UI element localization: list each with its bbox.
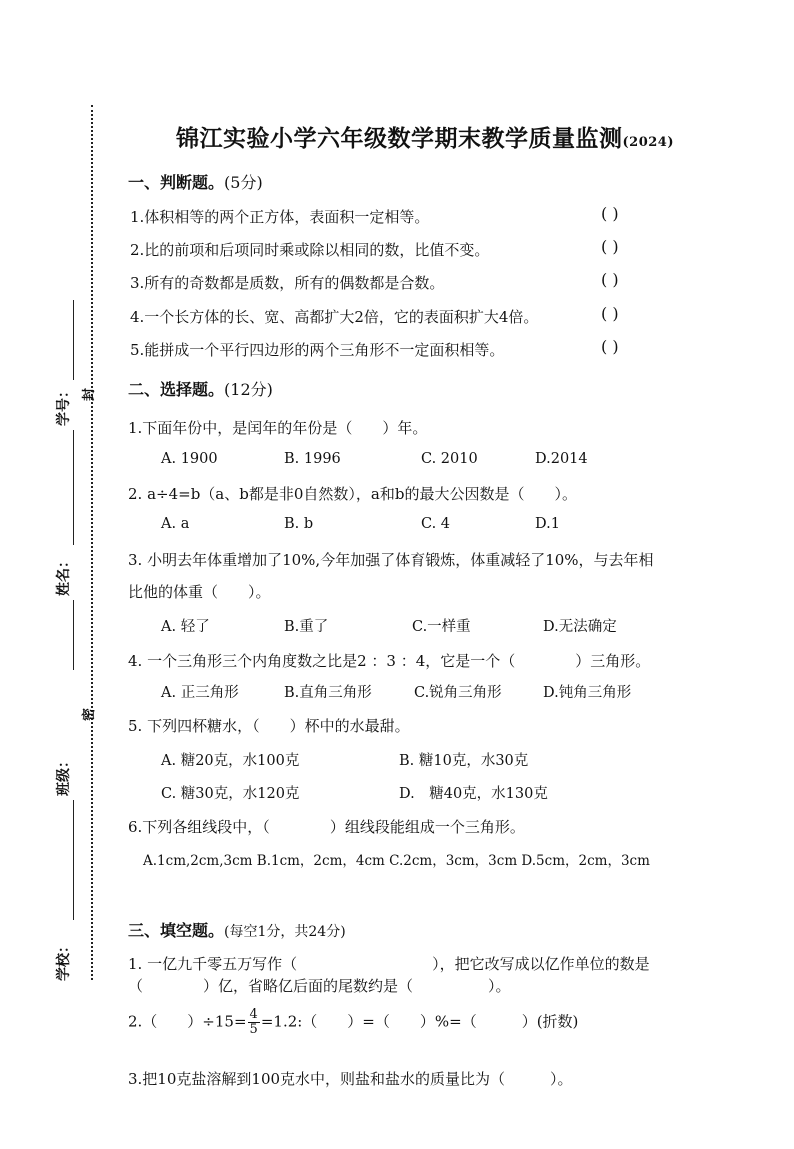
school-label: 学校： (56, 939, 72, 981)
tf-question-3: 3.所有的奇数都是质数，所有的偶数都是合数。 (130, 274, 445, 292)
tf-question-5: 5.能拼成一个平行四边形的两个三角形不一定面积相等。 (130, 341, 505, 359)
mc-question-2: 2. a÷4=b（a、b都是非0自然数），a和b的最大公因数是（ ）。 (128, 485, 577, 503)
section1-heading (128, 170, 263, 193)
mc-q5-option-d[interactable]: D. 糖40克，水130克 (399, 786, 548, 802)
mc-q6-options[interactable]: A.1cm,2cm,3cm B.1cm，2cm，4cm C.2cm，3cm，3cm D.5cm，2cm，3cm (143, 853, 650, 869)
tf-answer-5[interactable]: ( ) (601, 337, 619, 356)
mc-q4-option-b[interactable]: B.直角三角形 (284, 685, 372, 701)
fill-question-2 (128, 1008, 578, 1037)
mc-q1-option-a[interactable]: A. 1900 (161, 451, 218, 467)
fill-question-1-line1: 1. 一亿九千零五万写作（ ），把它改写成以亿作单位的数是 (128, 955, 650, 973)
section2-heading (128, 377, 273, 400)
mc-q3-option-a[interactable]: A. 轻了 (161, 619, 210, 635)
tf-question-4: 4.一个长方体的长、宽、高都扩大2倍，它的表面积扩大4倍。 (130, 308, 539, 326)
name-blank-lower[interactable] (73, 600, 74, 670)
mc-q3-option-b[interactable]: B.重了 (284, 619, 329, 635)
tf-answer-2[interactable]: ( ) (601, 237, 619, 256)
mc-q1-option-c[interactable]: C. 2010 (421, 451, 478, 467)
section3-points: (每空1分，共24分) (224, 924, 346, 940)
mc-q4-option-a[interactable]: A. 正三角形 (161, 685, 239, 701)
class-label: 班级： (56, 754, 72, 796)
class-blank[interactable] (73, 800, 74, 920)
mc-q2-option-a[interactable]: A. a (161, 516, 190, 532)
mc-question-5: 5. 下列四杯糖水，（ ）杯中的水最甜。 (128, 717, 410, 735)
tf-answer-1[interactable]: ( ) (601, 204, 619, 223)
mc-question-3-line1: 3. 小明去年体重增加了10%,今年加强了体育锻炼，体重减轻了10%，与去年相 (128, 551, 654, 569)
section1-points: (5分) (224, 173, 263, 192)
tf-answer-4[interactable]: ( ) (601, 304, 619, 323)
mc-q4-option-c[interactable]: C.锐角三角形 (414, 685, 502, 701)
mc-q5-option-b[interactable]: B. 糖10克，水30克 (399, 753, 529, 769)
mc-q1-option-b[interactable]: B. 1996 (284, 451, 341, 467)
mc-q3-option-c[interactable]: C.一样重 (412, 619, 471, 635)
tf-question-2: 2.比的前项和后项同时乘或除以相同的数，比值不变。 (130, 241, 490, 259)
title-main: 锦江实验小学六年级数学期末教学质量监测 (176, 125, 623, 152)
mc-q4-option-d[interactable]: D.钝角三角形 (543, 685, 632, 701)
section2-title: 二、选择题。 (128, 380, 225, 399)
fraction-denominator: 5 (249, 1022, 258, 1037)
tf-answer-3[interactable]: ( ) (601, 270, 619, 289)
fill-question-1-line2: （ ）亿，省略亿后面的尾数约是（ ）。 (128, 977, 511, 995)
mc-q2-option-b[interactable]: B. b (284, 516, 314, 532)
mc-question-3-line2: 比他的体重（ ）。 (128, 583, 271, 601)
mc-q3-option-d[interactable]: D.无法确定 (543, 619, 617, 635)
mc-question-6: 6.下列各组线段中，（ ）组线段能组成一个三角形。 (128, 818, 525, 836)
title-year: (2024) (622, 135, 674, 150)
fraction-four-fifths (248, 1008, 260, 1037)
name-blank[interactable] (73, 430, 74, 545)
name-label: 姓名： (56, 554, 72, 596)
tf-question-1: 1.体积相等的两个正方体，表面积一定相等。 (130, 208, 430, 226)
mc-q2-option-d[interactable]: D.1 (535, 516, 560, 532)
student-number-label: 学号： (56, 384, 72, 426)
section3-title: 三、填空题。 (128, 921, 225, 940)
section3-heading (128, 918, 346, 941)
fill-q2-before: 2.（ ）÷15= (128, 1012, 247, 1031)
binding-dotted-line (91, 105, 93, 980)
page-title (176, 120, 674, 153)
mc-q1-option-d[interactable]: D.2014 (535, 451, 588, 467)
mc-question-1: 1.下面年份中，是闰年的年份是（ ）年。 (128, 419, 428, 437)
mc-q5-option-c[interactable]: C. 糖30克，水120克 (161, 786, 300, 802)
mc-q5-option-a[interactable]: A. 糖20克，水100克 (161, 753, 300, 769)
secret-mark: 密 (82, 707, 98, 722)
fill-question-3: 3.把10克盐溶解到100克水中，则盐和盐水的质量比为（ ）。 (128, 1070, 573, 1088)
section2-points: (12分) (224, 380, 273, 399)
fill-q2-after: =1.2:（ ）=（ ）%=（ ）(折数) (260, 1012, 579, 1031)
section1-title: 一、判断题。 (128, 173, 225, 192)
fraction-numerator: 4 (249, 1007, 258, 1022)
mc-question-4: 4. 一个三角形三个内角度数之比是2 ：3 ：4，它是一个（ ）三角形。 (128, 652, 651, 670)
seal-mark: 封 (82, 387, 98, 402)
mc-q2-option-c[interactable]: C. 4 (421, 516, 451, 532)
student-number-blank[interactable] (73, 300, 74, 380)
